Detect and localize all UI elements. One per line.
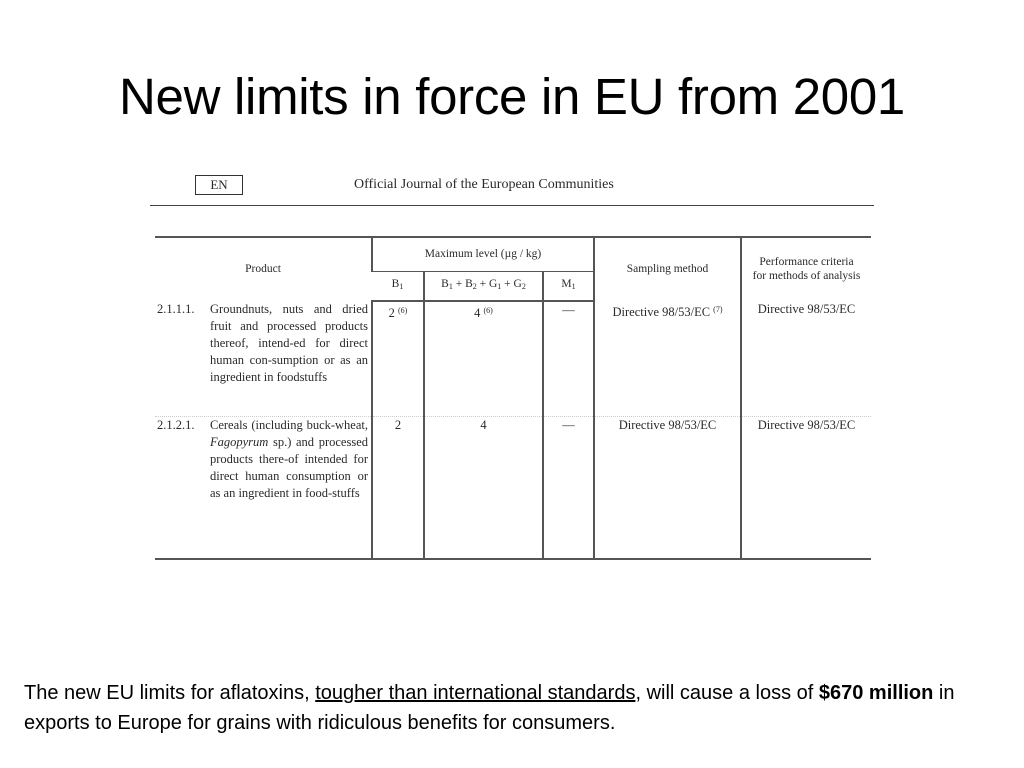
header-m1: $M_1$: [543, 271, 594, 301]
sampling-method-value: Directive 98/53/EC $^{(7)}$: [594, 301, 741, 417]
journal-name: Official Journal of the European Communities: [354, 177, 614, 192]
header-sampling-method: Sampling method: [594, 237, 741, 301]
journal-header: [150, 165, 874, 206]
product-cell: [155, 416, 372, 559]
header-performance-criteria: [741, 237, 871, 301]
bold-amount: $670 million: [818, 682, 934, 704]
b1-value: 2 $^{(6)}$: [372, 301, 424, 417]
performance-criteria-value: Directive 98/53/EC: [741, 416, 871, 559]
journal-excerpt-image: [150, 165, 874, 603]
product-cell: [155, 301, 372, 417]
aflatoxin-limits-table: [155, 236, 871, 560]
footnote-ref: (6): [483, 305, 493, 315]
product-description: Groundnuts, nuts and dried fruit and processed products thereof, intend-ed for direct human con-sumption or as an ingredient in foodstuffs: [210, 301, 368, 384]
total-value: 4: [424, 416, 543, 559]
m1-value: —: [543, 301, 594, 417]
performance-criteria-value: Directive 98/53/EC: [741, 301, 871, 417]
header-performance-text: Performance criteria for methods of analysis: [752, 256, 861, 283]
footnote-ref: (6): [398, 305, 408, 315]
header-b1: $B_1$: [372, 271, 424, 301]
table-row: [155, 416, 871, 559]
product-number: 2.1.1.1.: [157, 301, 195, 316]
header-b1-b2-g1-g2: $B_1 + B_2 + G_1 + G_2$: [424, 271, 543, 301]
table-row: [155, 301, 871, 417]
header-max-level: Maximum level (µg / kg): [372, 237, 594, 271]
b1-value: 2: [372, 416, 424, 559]
sampling-method-value: Directive 98/53/EC: [594, 416, 741, 559]
slide-caption: The new EU limits for aflatoxins, tougher than international standards, will cause a loss of $670 million in exports to Europe for grains with ridiculous benefits for consumers.: [24, 682, 955, 734]
species-name: Fagopyrum: [210, 434, 269, 449]
language-box: EN: [195, 175, 243, 195]
product-number: 2.1.2.1.: [157, 417, 195, 432]
m1-value: —: [543, 416, 594, 559]
footnote-ref: (7): [713, 304, 723, 314]
product-description: Cereals (including buck-wheat, Fagopyrum sp.) and processed products there-of intended for direct human consumption or as an ingredient in food-stuffs: [210, 417, 368, 500]
underlined-phrase: tougher than international standards: [315, 682, 636, 704]
header-product: Product: [155, 237, 372, 301]
total-value: 4 $^{(6)}$: [424, 301, 543, 417]
slide-title: New limits in force in EU from 2001: [119, 68, 905, 125]
